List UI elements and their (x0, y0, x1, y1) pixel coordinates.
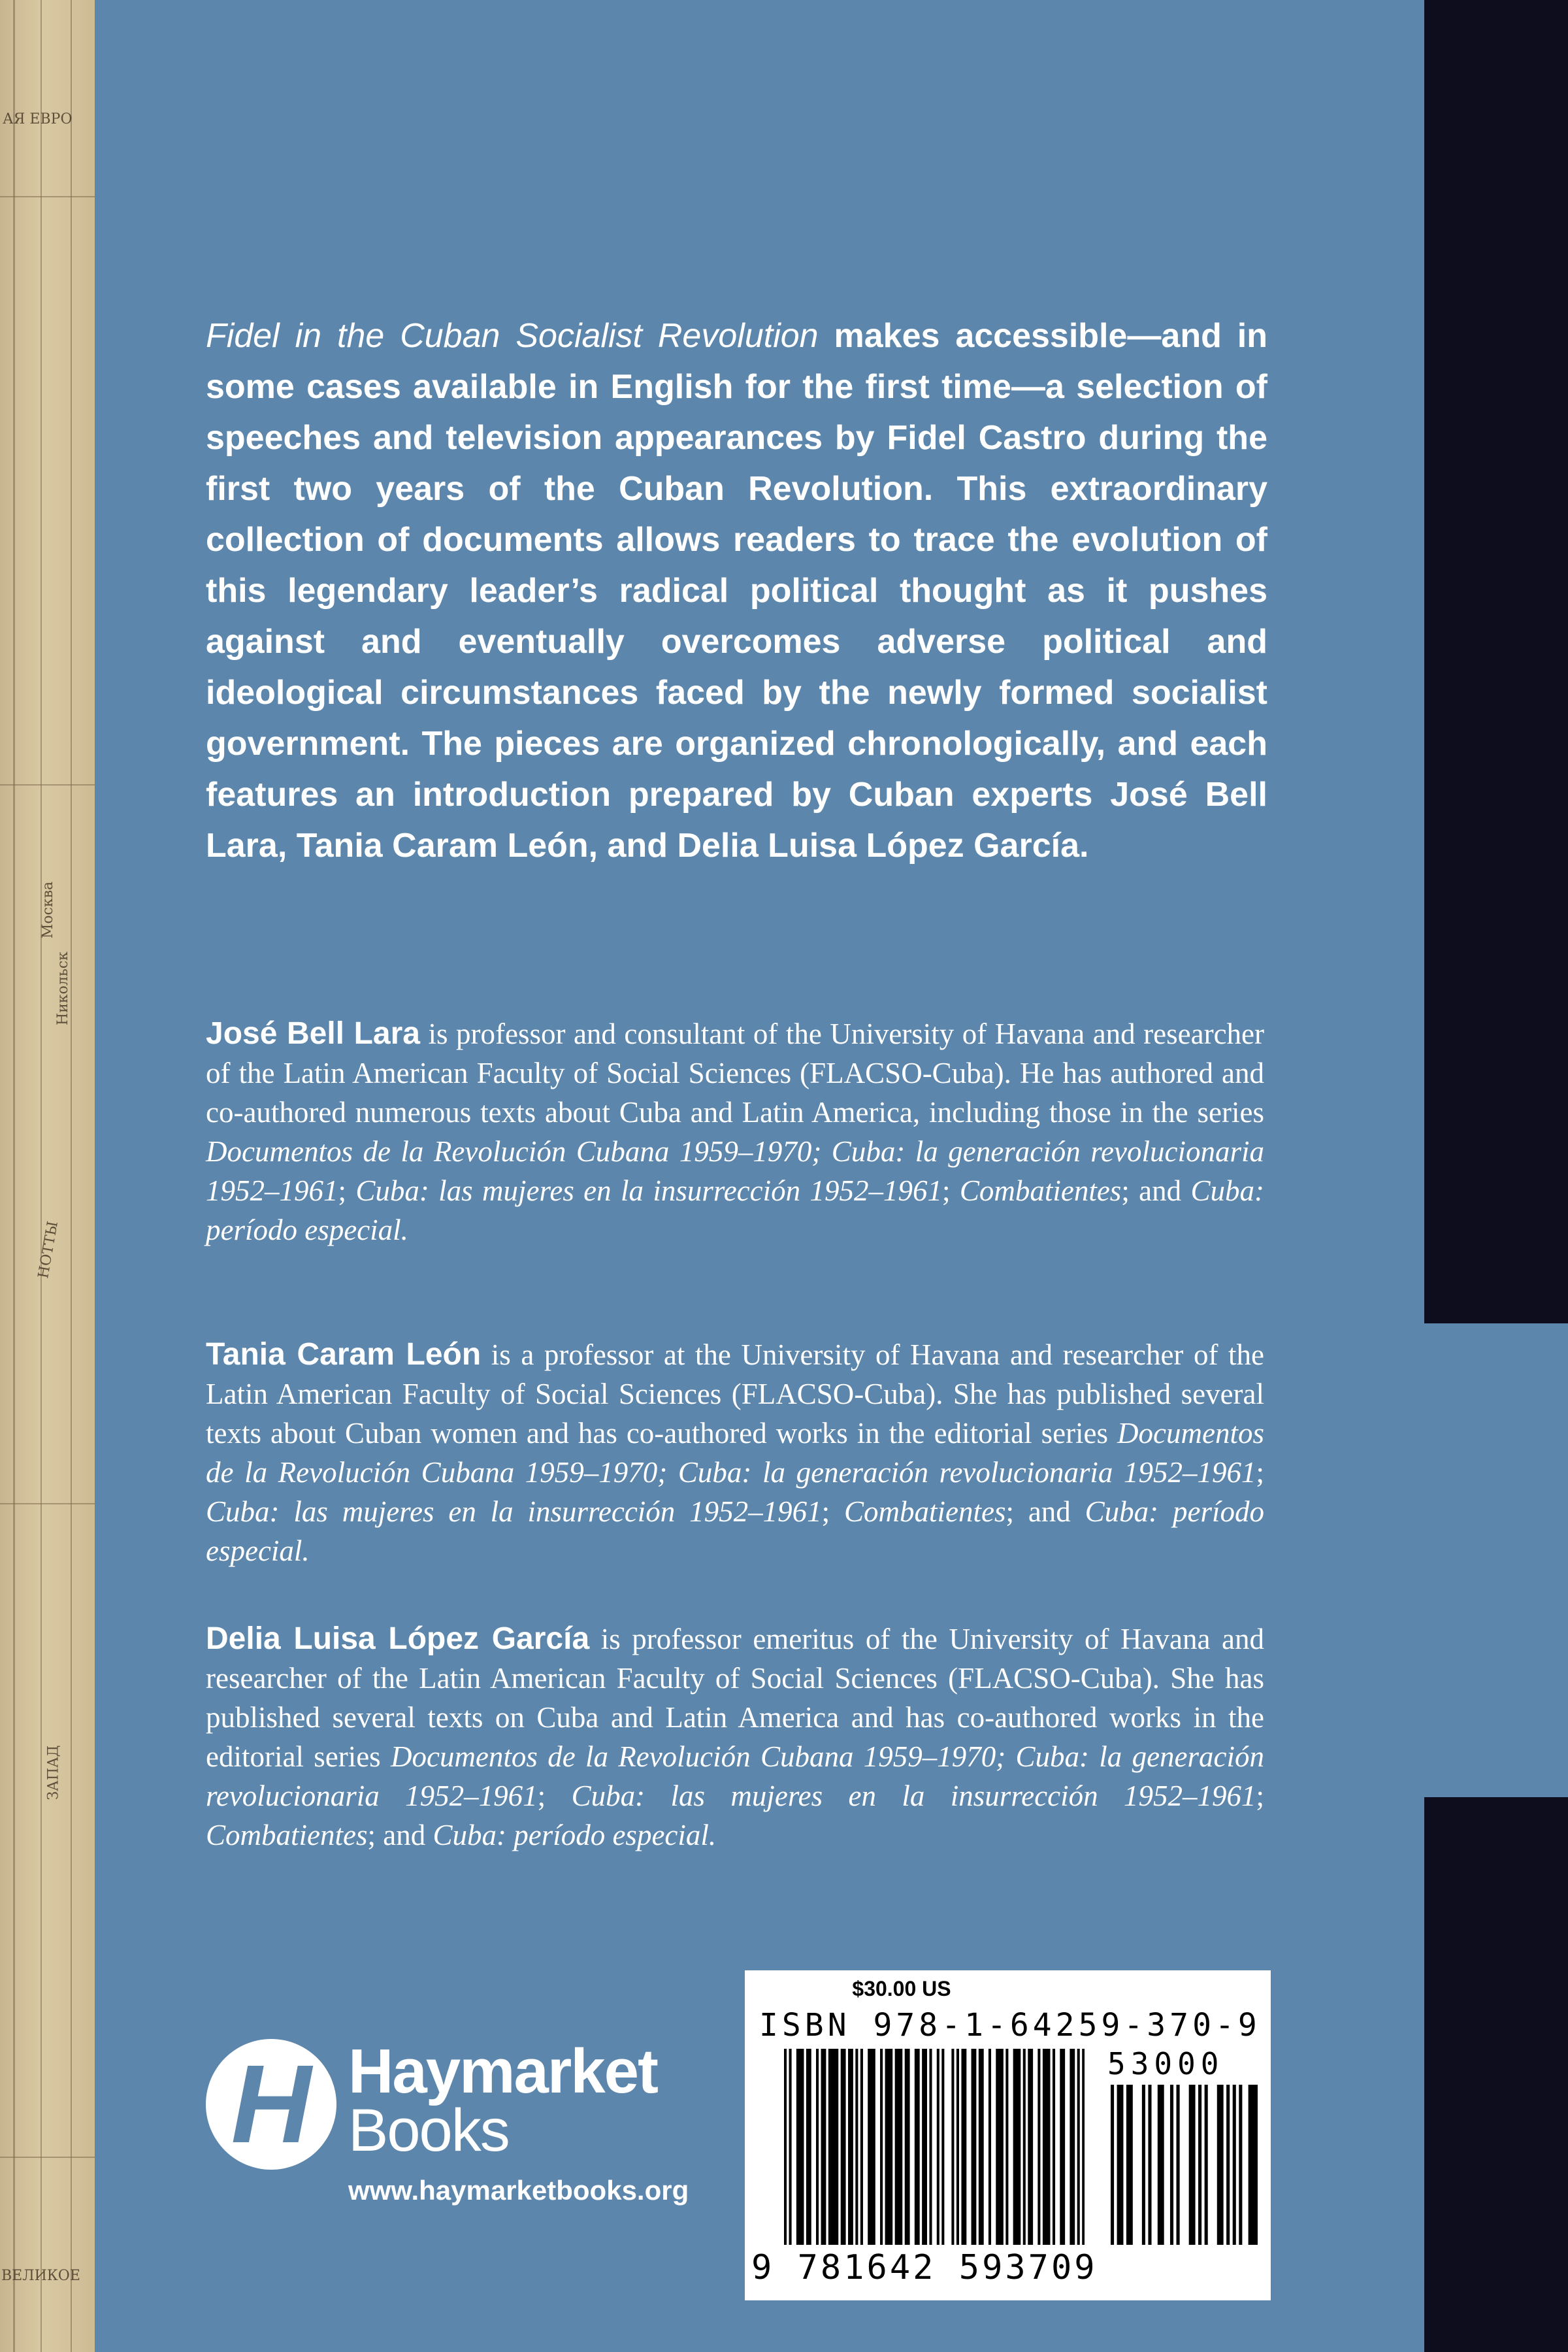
separator: ; (1256, 1456, 1264, 1489)
barcode-bar (956, 2049, 959, 2245)
barcode-bar (964, 2049, 966, 2245)
barcode-bar (1005, 2049, 1008, 2245)
barcode-bar (1037, 2049, 1040, 2245)
addon-code: 53000 (1107, 2046, 1224, 2081)
barcode-bar (907, 2049, 910, 2245)
barcode-bar (821, 2049, 824, 2245)
barcode-bar (806, 2049, 809, 2245)
barcode-bar (1130, 2085, 1133, 2245)
barcode-bar (1239, 2085, 1242, 2245)
publisher-name: Haymarket (348, 2036, 657, 2106)
logo-letter: H (231, 2042, 312, 2166)
author-bio (206, 1619, 1264, 1855)
barcode-bar (841, 2049, 843, 2245)
barcode-bar (1220, 2085, 1224, 2245)
barcode-bar (973, 2049, 976, 2245)
barcode-bar (924, 2049, 927, 2245)
map-line (13, 0, 15, 2352)
map-label: АЯ ЕВРО (3, 111, 73, 127)
haymarket-logo-icon (206, 2039, 336, 2170)
barcode-bar (917, 2049, 920, 2245)
series-title: Combatientes (206, 1819, 368, 1851)
barcode-bar (1072, 2049, 1075, 2245)
barcode-bar (1198, 2085, 1201, 2245)
barcode-bar (784, 2049, 787, 2245)
barcode-bar (1001, 2049, 1004, 2245)
book-title: Fidel in the Cuban Socialist Revolution (206, 317, 819, 355)
barcode-bar (1045, 2049, 1048, 2245)
barcode-bar (1062, 2049, 1065, 2245)
series-title: Cuba: las mujeres en la insurrección 1952–1961 (355, 1174, 942, 1207)
separator: ; (821, 1495, 844, 1528)
spine-dark-bottom (1424, 1797, 1568, 2352)
barcode-bar (1177, 2085, 1180, 2245)
barcode-bar (961, 2049, 964, 2245)
barcode-bar (880, 2049, 883, 2245)
barcode-bar (1047, 2049, 1050, 2245)
barcode-bar (951, 2049, 954, 2245)
barcode-bar (1226, 2085, 1230, 2245)
barcode-bar (1205, 2085, 1208, 2245)
ean-digits: 9 781642 593709 (751, 2248, 1098, 2287)
barcode-bar (848, 2049, 851, 2245)
author-bio (206, 1014, 1264, 1250)
barcode-bar (885, 2049, 888, 2245)
barcode-bar (799, 2049, 802, 2245)
separator: ; and (367, 1819, 433, 1851)
separator: ; (1256, 1780, 1264, 1812)
series-title: Cuba: período especial. (206, 1174, 1264, 1246)
barcode-bar (831, 2049, 834, 2245)
map-line (0, 2157, 95, 2158)
barcode-bar (979, 2049, 981, 2245)
map-label: ЗАПАД (45, 1745, 62, 1800)
barcode-bar (796, 2049, 799, 2245)
series-title: Cuba: las mujeres en la insurrección 1952–1961 (571, 1780, 1256, 1812)
barcode-bar (1070, 2049, 1072, 2245)
barcode-bar (1060, 2049, 1062, 2245)
author-bio (206, 1335, 1264, 1570)
barcode-bar (816, 2049, 819, 2245)
barcode-bar (1158, 2085, 1161, 2245)
barcode-bar (1053, 2049, 1055, 2245)
barcode-bar (836, 2049, 838, 2245)
description-text: makes accessible—and in some cases available in English for the first time—a selection of speeches and television appearances by Fidel Castro during the first two years of the Cuban Revolution. This extraordinary collection of documents allows readers to trace the evolution of this legendary leader’s radical political thought as it pushes against and eventually overcomes adverse political and ideological circumstances faced by the newly formed socialist government. The pieces are organized chronologically, and each features an introduction prepared by Cuban experts José Bell Lara, Tania Caram León, and Delia Luisa López García. (206, 317, 1267, 865)
author-name: Tania Caram León (206, 1337, 482, 1372)
barcode-bar (941, 2049, 944, 2245)
barcode-bar (981, 2049, 984, 2245)
barcode-bar (868, 2049, 870, 2245)
bio-text: is professor emeritus of the University of Havana and researcher of the Latin American Faculty of Social Sciences (FLACSO-Cuba). She has published several texts on Cuba and Latin America and has co-authored works in the editorial series (206, 1623, 1264, 1773)
barcode-bar (1018, 2049, 1021, 2245)
barcode-bar (860, 2049, 863, 2245)
barcode-bar (1077, 2049, 1080, 2245)
barcode-bar (988, 2049, 991, 2245)
barcode-bar (998, 2049, 1001, 2245)
barcode-bar (1030, 2049, 1033, 2245)
barcode-bar (915, 2049, 917, 2245)
map-line (0, 196, 95, 197)
barcode-bar (1161, 2085, 1164, 2245)
separator: ; (338, 1174, 356, 1207)
series-title: Documentos de la Revolución Cubana 1959–1970; Cuba: la generación revolucionaria 1952–1961 (206, 1135, 1264, 1207)
barcode-bar (1148, 2085, 1151, 2245)
publisher-url: www.haymarketbooks.org (348, 2175, 689, 2206)
barcode-bar (897, 2049, 900, 2245)
series-title: Combatientes (844, 1495, 1006, 1528)
barcode-addon (1111, 2085, 1258, 2245)
barcode-bar (1082, 2049, 1085, 2245)
bio-text: is professor and consultant of the University of Havana and researcher of the Latin American Faculty of Social Sciences (FLACSO-Cuba). He has authored and co-authored numerous texts about Cuba and Latin America, including those in the series (206, 1018, 1265, 1129)
spine-dark-top (1424, 0, 1568, 1323)
barcode-bar (900, 2049, 902, 2245)
price-label: $30.00 US (852, 1977, 951, 2000)
barcode-bar (1249, 2085, 1252, 2245)
book-description (206, 310, 1267, 871)
separator: ; (941, 1174, 960, 1207)
barcode-bar (972, 2049, 974, 2245)
map-line (41, 0, 42, 2352)
barcode-bar (851, 2049, 853, 2245)
map-line (71, 0, 72, 2352)
barcode-bar (1254, 2085, 1258, 2245)
barcode-bar (870, 2049, 873, 2245)
barcode-bar (1120, 2085, 1123, 2245)
author-name: José Bell Lara (206, 1016, 420, 1051)
barcode-bar (789, 2049, 792, 2245)
barcode-bar (833, 2049, 836, 2245)
barcode-bar (905, 2049, 907, 2245)
barcode-bar (823, 2049, 826, 2245)
barcode-bar (1126, 2085, 1130, 2245)
spine-blue-band (1424, 1323, 1568, 1797)
barcode-bar (809, 2049, 811, 2245)
barcode-bar (1189, 2085, 1192, 2245)
barcode-bar (1170, 2085, 1173, 2245)
barcode-bar (1192, 2085, 1195, 2245)
barcode-bar (801, 2049, 804, 2245)
barcode-box (745, 1970, 1271, 2300)
barcode-bar (855, 2049, 858, 2245)
barcode-bar (895, 2049, 898, 2245)
map-strip (0, 0, 95, 2352)
series-title: Documentos de la Revolución Cubana 1959–1970; Cuba: la generación revolucionaria 1952–1961 (206, 1740, 1264, 1812)
barcode-bar (843, 2049, 845, 2245)
separator: ; and (1121, 1174, 1191, 1207)
series-title: Cuba: las mujeres en la insurrección 1952–1961 (206, 1495, 822, 1528)
bio-text: is a professor at the University of Havana and researcher of the Latin American Faculty of Social Sciences (FLACSO-Cuba). She has published several texts about Cuban women and has co-authored works in the editorial series (206, 1338, 1265, 1449)
barcode-bar (887, 2049, 890, 2245)
barcode-bar (1111, 2085, 1114, 2245)
series-title: Documentos de la Revolución Cubana 1959–1970; Cuba: la generación revolucionaria 1952–1961 (206, 1417, 1264, 1489)
barcode-bar (996, 2049, 998, 2245)
barcode-bar (1251, 2085, 1254, 2245)
isbn-label: ISBN 978-1-64259-370-9 (759, 2007, 1261, 2044)
barcode-bar (1233, 2085, 1236, 2245)
map-label: ВЕЛИКОЕ (1, 2268, 80, 2284)
barcode-bar (1117, 2085, 1120, 2245)
barcode-bar (929, 2049, 932, 2245)
barcode-bar (1043, 2049, 1045, 2245)
barcode-bar (890, 2049, 892, 2245)
publisher-books: Books (348, 2097, 509, 2164)
separator: ; (537, 1780, 572, 1812)
barcode-main (784, 2049, 1085, 2245)
barcode-bar (1013, 2049, 1016, 2245)
separator: ; and (1005, 1495, 1085, 1528)
map-label: НОТТЫ (35, 1219, 62, 1280)
barcode-bar (1028, 2049, 1030, 2245)
map-line (0, 1503, 95, 1504)
publisher-logo (206, 2036, 702, 2209)
barcode-bar (1142, 2085, 1145, 2245)
barcode-bar (1217, 2085, 1220, 2245)
series-title: Cuba: período especial. (206, 1495, 1264, 1567)
series-title: Cuba: período especial. (433, 1819, 717, 1851)
series-title: Combatientes (959, 1174, 1122, 1207)
barcode-bar (873, 2049, 875, 2245)
barcode-bar (922, 2049, 924, 2245)
barcode-bar (1023, 2049, 1026, 2245)
author-name: Delia Luisa López García (206, 1621, 590, 1656)
map-label: Москва (40, 881, 57, 939)
barcode-bar (937, 2049, 939, 2245)
barcode-bar (828, 2049, 831, 2245)
map-line (0, 784, 95, 786)
barcode-bar (1015, 2049, 1018, 2245)
map-label: Никольск (54, 952, 71, 1025)
